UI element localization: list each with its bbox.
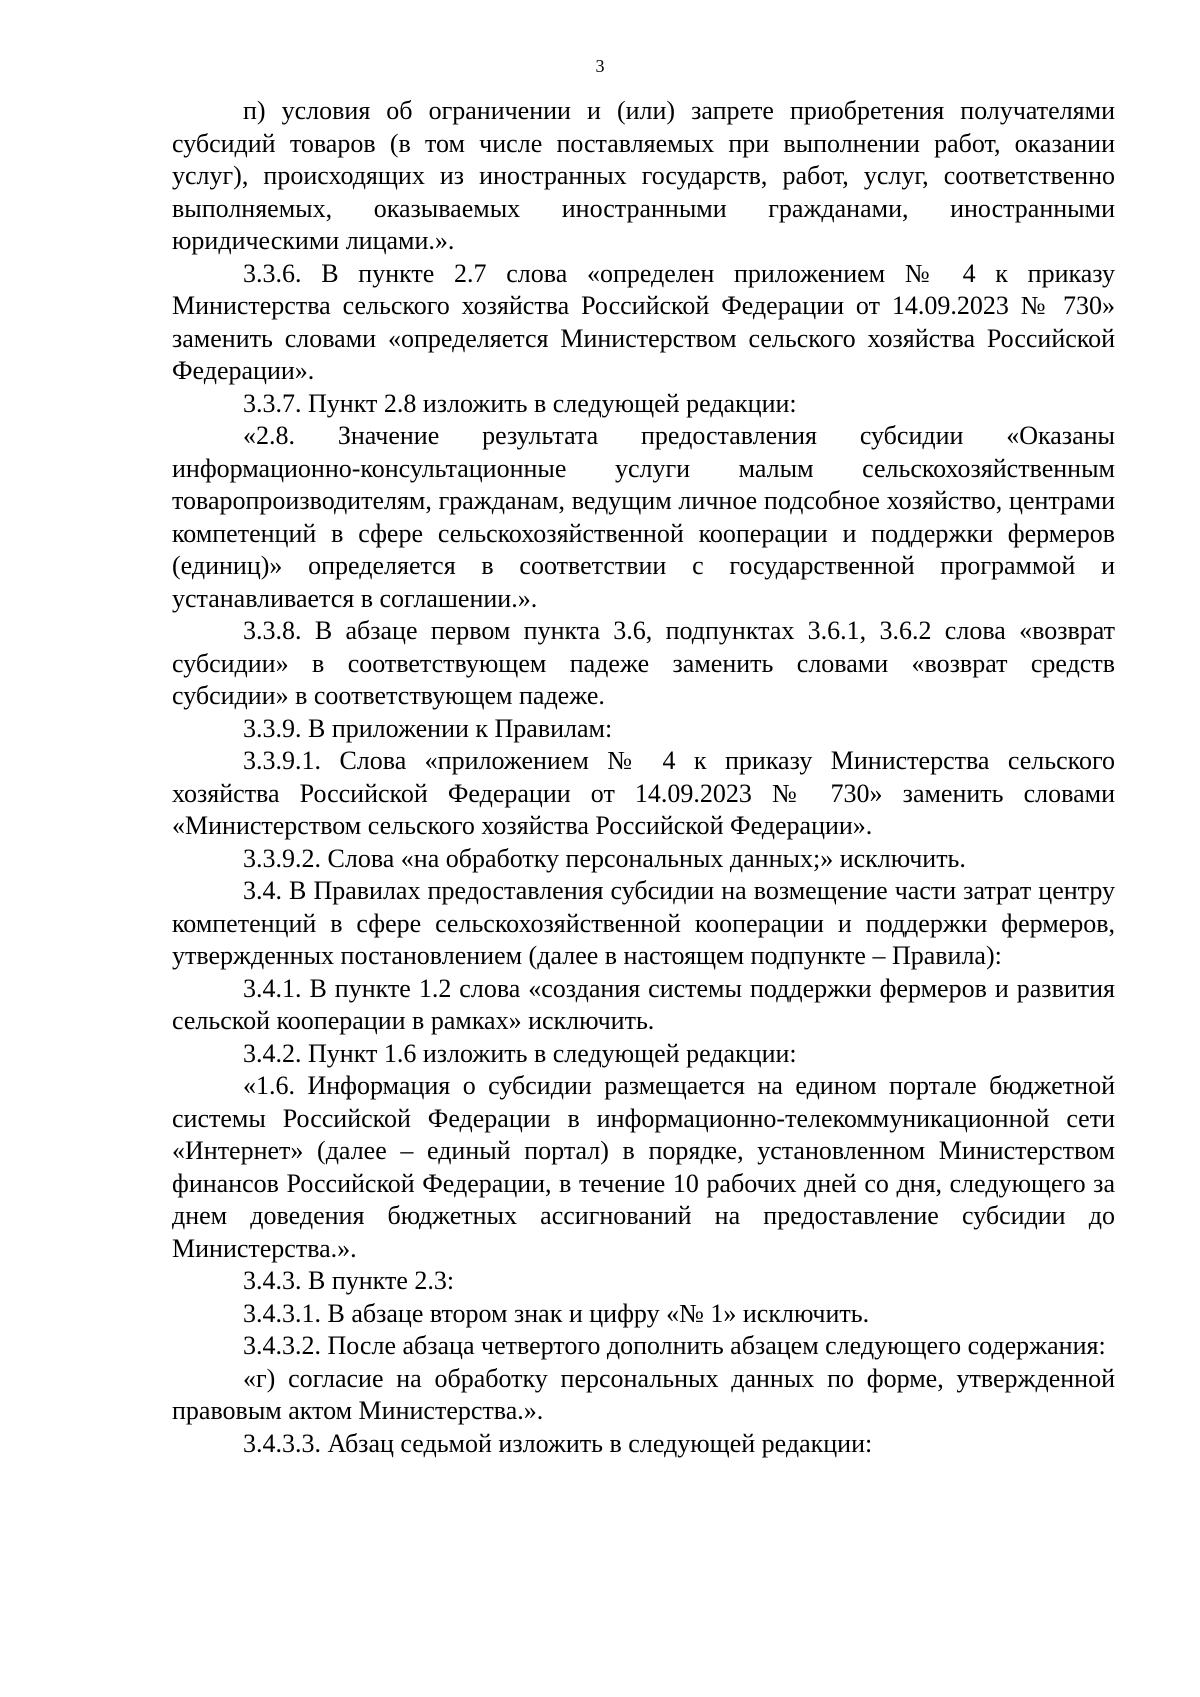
paragraph-3-3-9-1: 3.3.9.1. Слова «приложением № 4 к приказу Министерства сельского хозяйства Российской Федерации от 14.09.2023 № 730» заменить словами «Министерством сельского хозяйства Российской Федерации». bbox=[172, 746, 1115, 840]
paragraph-item-p: п) условия об ограничении и (или) запрете приобретения получателями субсидий товаров (в том числе поставляемых при выполнении работ, оказании услуг), происходящих из иностранных государств, работ, услуг, соответственно выполняемых, оказываемых иностранными гражданами, иностранными юридическими лицами.». bbox=[172, 96, 1115, 255]
paragraph-3-3-7: 3.3.7. Пункт 2.8 изложить в следующей редакции: bbox=[243, 388, 797, 418]
paragraph-3-4-3-2: 3.4.3.2. После абзаца четвертого дополнить абзацем следующего содержания: bbox=[243, 1331, 1106, 1360]
paragraph-quote-2-8: «2.8. Значение результата предоставления субсидии «Оказаны информационно-консультационные услуги малым сельскохозяйственным товаропроизводителям, гражданам, ведущим личное подсобное хозяйство, центрами компетенций в сфере сельскохозяйственной кооперации и поддержки фермеров (единиц)» определяется в соответствии с государственной программой и устанавливается в соглашении.». bbox=[172, 421, 1115, 613]
paragraph-3-4: 3.4. В Правилах предоставления субсидии на возмещение части затрат центру компетенций в сфере сельскохозяйственной кооперации и поддержки фермеров, утвержденных постановлением (далее в настоящем подпункте – Правила): bbox=[172, 876, 1115, 970]
paragraph-3-3-9-2: 3.3.9.2. Слова «на обработку персональных данных;» исключить. bbox=[243, 843, 966, 873]
paragraph-3-4-3: 3.4.3. В пункте 2.3: bbox=[243, 1266, 455, 1295]
document-body bbox=[172, 95, 1115, 1460]
paragraph-quote-1-6: «1.6. Информация о субсидии размещается на едином портале бюджетной системы Российской Федерации в информационно-телекоммуникационной сети «Интернет» (далее – единый портал) в порядке, установленном Министерством финансов Российской Федерации, в течение 10 рабочих дней со дня, следующего за днем доведения бюджетных ассигнований на предоставление субсидии до Министерства.». bbox=[172, 1071, 1115, 1263]
paragraph-quote-item-g: «г) согласие на обработку персональных данных по форме, утвержденной правовым актом Министерства.». bbox=[172, 1363, 1115, 1425]
paragraph-3-4-3-3: 3.4.3.3. Абзац седьмой изложить в следующей редакции: bbox=[243, 1428, 873, 1458]
paragraph-3-4-3-1: 3.4.3.1. В абзаце втором знак и цифру «№ 1» исключить. bbox=[243, 1298, 870, 1328]
paragraph-3-4-1: 3.4.1. В пункте 1.2 слова «создания системы поддержки фермеров и развития сельской кооперации в рамках» исключить. bbox=[172, 973, 1115, 1035]
paragraph-3-3-6: 3.3.6. В пункте 2.7 слова «определен приложением № 4 к приказу Министерства сельского хозяйства Российской Федерации от 14.09.2023 № 730» заменить словами «определяется Министерством сельского хозяйства Российской Федерации». bbox=[172, 258, 1115, 385]
paragraph-3-3-9: 3.3.9. В приложении к Правилам: bbox=[243, 713, 613, 743]
paragraph-3-3-8: 3.3.8. В абзаце первом пункта 3.6, подпунктах 3.6.1, 3.6.2 слова «возврат субсидии» в соответствующем падеже заменить словами «возврат средств субсидии» в соответствующем падеже. bbox=[172, 616, 1115, 710]
paragraph-3-4-2: 3.4.2. Пункт 1.6 изложить в следующей редакции: bbox=[243, 1038, 797, 1068]
page-number: 3 bbox=[595, 56, 605, 76]
